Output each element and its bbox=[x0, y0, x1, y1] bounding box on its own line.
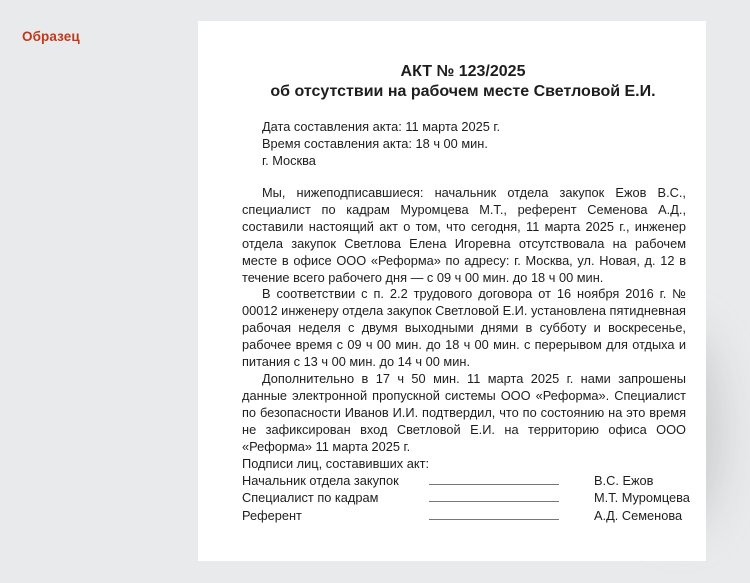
signature-row bbox=[242, 507, 692, 524]
signature-name: М.Т. Муромцева bbox=[594, 490, 690, 506]
signature-name: В.С. Ежов bbox=[594, 473, 654, 489]
signature-name: А.Д. Семенова bbox=[594, 507, 683, 523]
signature-line bbox=[429, 484, 559, 485]
meta-place: г. Москва bbox=[262, 153, 316, 168]
document-body bbox=[242, 185, 686, 456]
meta-date: Дата составления акта: 11 марта 2025 г. bbox=[262, 119, 501, 134]
signature-role: Начальник отдела закупок bbox=[242, 473, 399, 489]
signature-row bbox=[242, 489, 692, 506]
document-subtitle: об отсутствии на рабочем месте Светловой Е.И. bbox=[270, 83, 656, 100]
document-page bbox=[198, 21, 706, 561]
signature-line bbox=[429, 501, 559, 502]
signature-role: Референт bbox=[242, 507, 302, 523]
signatures-block bbox=[242, 455, 692, 524]
signature-role: Специалист по кадрам bbox=[242, 490, 379, 506]
paragraph: В соответствии с п. 2.2 трудового договора от 16 ноября 2016 г. № 00012 инженеру отдела закупок Светловой Е.И. установлена пятидневная рабочая неделя с двумя выходными днями в субботу и воскресенье, рабочее время с 09 ч 00 мин. до 18 ч 00 мин. с перерывом для отдыха и питания с 13 ч 00 мин. до 14 ч 00 мин. bbox=[242, 286, 686, 370]
signature-line bbox=[429, 519, 559, 520]
document-title-block bbox=[198, 62, 728, 102]
meta-time: Время составления акта: 18 ч 00 мин. bbox=[262, 136, 488, 151]
signatures-heading: Подписи лиц, составивших акт: bbox=[242, 456, 430, 471]
document-meta bbox=[262, 118, 500, 169]
paragraph: Дополнительно в 17 ч 50 мин. 11 марта 2025 г. нами запрошены данные электронной пропускной системы ООО «Реформа». Специалист по безопасности Иванов И.И. подтвердил, что по состоянию на это время не зафиксирован вход Светловой Е.И. на территорию офиса ООО «Реформа» 11 марта 2025 г. bbox=[242, 370, 686, 454]
paragraph: Мы, нижеподписавшиеся: начальник отдела закупок Ежов В.С., специалист по кадрам Муромцева М.Т., референт Семенова А.Д., составили настоящий акт о том, что сегодня, 11 марта 2025 г., инженер отдела закупок Светлова Елена Игоревна отсутствовала на рабочем месте в офисе ООО «Реформа» по адресу: г. Москва, ул. Новая, д. 12 в течение всего рабочего дня — с 09 ч 00 мин. до 18 ч 00 мин. bbox=[242, 185, 686, 285]
sample-label: Образец bbox=[22, 29, 80, 44]
document-title: АКТ № 123/2025 bbox=[400, 63, 526, 80]
signature-row bbox=[242, 472, 692, 489]
